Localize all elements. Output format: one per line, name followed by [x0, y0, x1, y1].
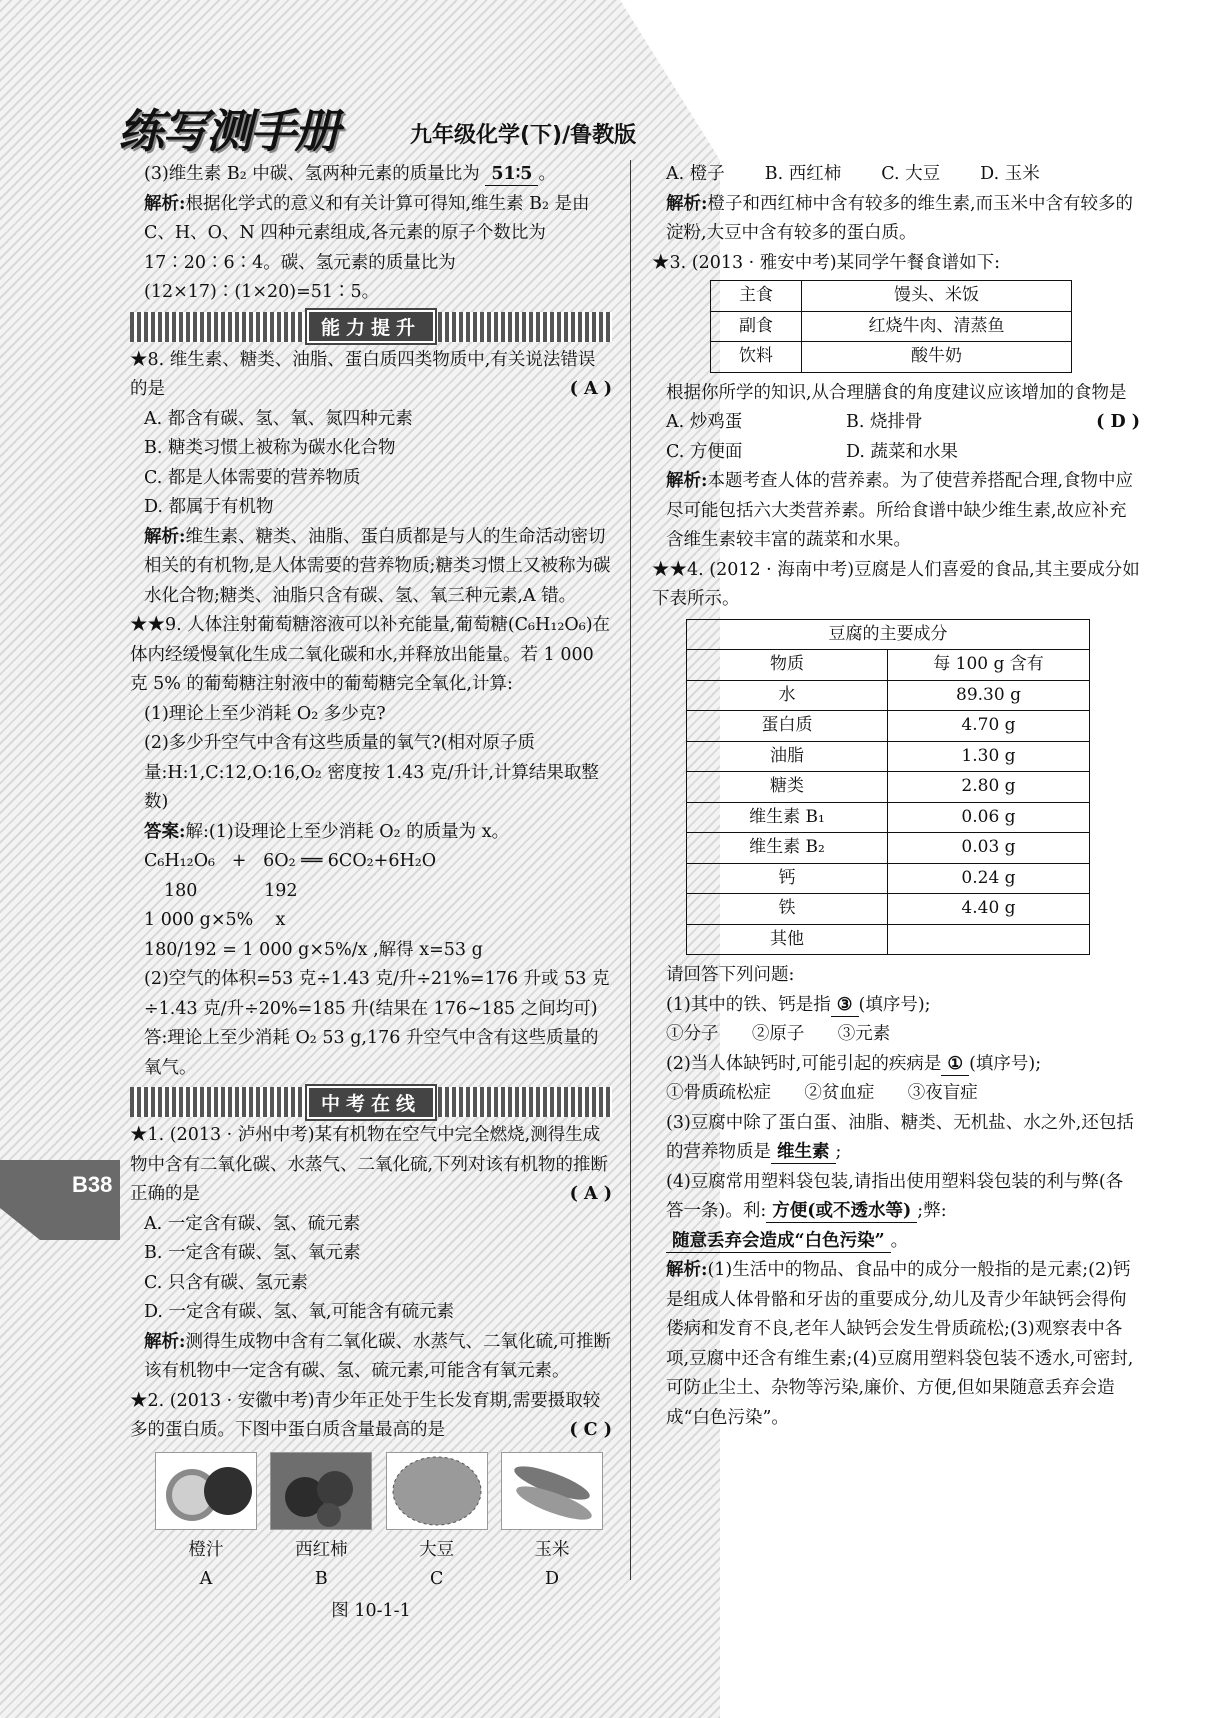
figure-letter: D — [544, 1569, 559, 1589]
section-banner: 中考在线 — [130, 1087, 612, 1117]
book-logo: 练写测手册 — [118, 104, 338, 158]
left-column — [130, 160, 612, 1626]
q8-stem: ★8. 维生素、糖类、油脂、蛋白质四类物质中,有关说法错误的是 ( A ) — [130, 349, 612, 399]
figure-orange — [154, 1452, 258, 1595]
q3-analysis: 解析:本题考查人体的营养素。为了使营养搭配合理,食物中应尽可能包括六大类营养素。所给食谱中缺少维生素,故应补充含维生素较丰富的蔬菜和水果。 — [666, 471, 1134, 550]
table-row: 糖类 2.80 g — [687, 772, 1090, 803]
corn-image — [501, 1452, 603, 1530]
q9-sub1: (1)理论上至少消耗 O₂ 多少克? — [144, 703, 386, 724]
q1-analysis: 解析:测得生成物中含有二氧化碳、水蒸气、二氧化硫,可推断该有机物中一定含有碳、氢、硫元素,可能含有氧元素。 — [144, 1331, 612, 1381]
q9-sub2: (2)多少升空气中含有这些质量的氧气?(相对原子质量:H:1,C:12,O:16,O₂ 密度按 1.43 克/升计,计算结果取整数) — [144, 733, 599, 812]
q3-options: A. 炒鸡蛋 B. 烧排骨 C. 方便面 D. 蔬菜和水果 — [666, 412, 959, 462]
q4-sub1-options: ①分子 ②原子 ③元素 — [666, 1024, 891, 1044]
q7-part3: (3)维生素 B₂ 中碳、氢两种元素的质量比为 51∶5 。 — [144, 164, 556, 184]
q7-analysis: 解析:根据化学式的意义和有关计算可得知,维生素 B₂ 是由 C、H、O、N 四种元素组成,各元素的原子个数比为 17∶20∶6∶4。碳、氢元素的质量比为(12×17)∶(1×20)=51∶5。 — [144, 193, 590, 302]
section-banner: 能力提升 — [130, 312, 612, 342]
figure-label: 西红柿 — [295, 1539, 348, 1560]
q2-analysis: 解析:橙子和西红柿中含有较多的维生素,而玉米中含有较多的淀粉,大豆中含有较多的蛋白质。 — [666, 193, 1134, 243]
q1-option: D. 一定含有碳、氢、氧,可能含有硫元素 — [144, 1302, 455, 1322]
table-row: 其他 — [687, 924, 1090, 955]
table-row: 蛋白质 4.70 g — [687, 711, 1090, 742]
q8-option: A. 都含有碳、氢、氧、氮四种元素 — [144, 408, 413, 429]
q9-stem: ★★9. 人体注射葡萄糖溶液可以补充能量,葡萄糖(C₆H₁₂O₆)在体内经缓慢氧化生成二氧化碳和水,并释放出能量。若 1 000 克 5% 的葡萄糖注射液中的葡萄糖完全氧化,计算: — [130, 615, 611, 694]
column-divider — [630, 160, 631, 1580]
table-row: 主食 馒头、米饭 — [711, 281, 1072, 312]
table-row: 维生素 B₁ 0.06 g — [687, 802, 1090, 833]
figure-label: 大豆 — [419, 1539, 455, 1560]
q2-figure-row — [154, 1452, 604, 1595]
q9-conclusion: 答:理论上至少消耗 O₂ 53 g,176 升空气中含有这些质量的氧气。 — [144, 1028, 599, 1078]
table-row: 水 89.30 g — [687, 680, 1090, 711]
q8-option: B. 糖类习惯上被称为碳水化合物 — [144, 438, 396, 458]
page-number: B38 — [72, 1172, 113, 1197]
q9-equation-masses: 180 192 — [164, 880, 298, 901]
q1-option: C. 只含有碳、氢元素 — [144, 1272, 308, 1293]
figure-corn — [500, 1452, 604, 1595]
figure-soybean — [385, 1452, 489, 1595]
figure-label: 玉米 — [534, 1539, 570, 1560]
q2-stem: ★2. (2013 · 安徽中考)青少年正处于生长发育期,需要摄取较多的蛋白质。下图中蛋白质含量最高的是 ( C ) — [130, 1390, 612, 1440]
table-title-row: 豆腐的主要成分 — [687, 619, 1090, 650]
q4-analysis: 解析:(1)生活中的物品、食品中的成分一般指的是元素;(2)钙是组成人体骨骼和牙齿的重要成分,幼儿及青少年缺钙会得佝偻病和发育不良,老年人缺钙会发生骨质疏松;(3)观察表中各项,豆腐中还含有维生素;(4)豆腐用塑料袋包装不透水,可密封,可防止尘土、杂物等污染,廉价、方便,但如果随意丢弃会造成“白色污染”。 — [666, 1260, 1134, 1428]
q9-equation: C₆H₁₂O₆ + 6O₂ ══ 6CO₂+6H₂O — [144, 851, 437, 871]
table-row: 饮料 酸牛奶 — [711, 342, 1072, 373]
soybean-image — [386, 1452, 488, 1530]
tofu-composition-table — [686, 619, 1090, 956]
orange-image — [155, 1452, 257, 1530]
q4-sub4: (4)豆腐常用塑料袋包装,请指出使用塑料袋包装的利与弊(各答一条)。利: 方便(或不透水等) ;弊:随意丢弃会造成“白色污染” 。 — [666, 1171, 1124, 1251]
q9-equation-given: 1 000 g×5% x — [144, 910, 286, 930]
menu-table — [710, 280, 1072, 373]
book-subtitle: 九年级化学(下)/鲁教版 — [410, 123, 637, 148]
q4-sub2: (2)当人体缺钙时,可能引起的疾病是 ① (填序号); — [666, 1053, 1042, 1074]
figure-label: 橙汁 — [188, 1539, 224, 1560]
table-row: 油脂 1.30 g — [687, 741, 1090, 772]
q3-question: 根据你所学的知识,从合理膳食的角度建议应该增加的食物是 ( D ) — [666, 382, 1140, 432]
table-header-row: 物质 每 100 g 含有 — [687, 650, 1090, 681]
q9-ratio: 180/192 = 1 000 g×5%/x ,解得 x=53 g — [144, 939, 483, 960]
q1-option: B. 一定含有碳、氢、氧元素 — [144, 1243, 361, 1263]
q4-sub2-options: ①骨质疏松症 ②贫血症 ③夜盲症 — [666, 1083, 978, 1103]
q2-options: A. 橙子 B. 西红柿 C. 大豆 D. 玉米 — [666, 164, 1040, 184]
q3-stem: ★3. (2013 · 雅安中考)某同学午餐食谱如下: — [652, 252, 1001, 273]
q9-answer: 答案:解:(1)设理论上至少消耗 O₂ 的质量为 x。 — [144, 821, 510, 842]
q1-option: A. 一定含有碳、氢、硫元素 — [144, 1213, 361, 1234]
figure-letter: C — [429, 1569, 444, 1589]
right-column — [652, 160, 1140, 1433]
figure-caption: 图 10-1-1 — [331, 1600, 411, 1621]
figure-letter: A — [199, 1569, 213, 1589]
q1-stem: ★1. (2013 · 泸州中考)某有机物在空气中完全燃烧,测得生成物中含有二氧化碳、水蒸气、二氧化硫,下列对该有机物的推断正确的是 ( A ) — [130, 1125, 612, 1204]
figure-letter: B — [314, 1569, 328, 1589]
table-row: 副食 红烧牛肉、清蒸鱼 — [711, 311, 1072, 342]
tomato-image — [270, 1452, 372, 1530]
q4-stem: ★★4. (2012 · 海南中考)豆腐是人们喜爱的食品,其主要成分如下表所示。 — [652, 559, 1140, 609]
q8-option: D. 都属于有机物 — [144, 497, 274, 517]
q4-prompt: 请回答下列问题: — [666, 965, 795, 985]
q4-sub1: (1)其中的铁、钙是指 ③ (填序号); — [666, 994, 931, 1015]
figure-tomato — [269, 1452, 373, 1595]
q8-option: C. 都是人体需要的营养物质 — [144, 467, 361, 488]
table-row: 钙 0.24 g — [687, 863, 1090, 894]
q4-sub3: (3)豆腐中除了蛋白蛋、油脂、糖类、无机盐、水之外,还包括的营养物质是 维生素 ; — [666, 1112, 1134, 1162]
table-row: 铁 4.40 g — [687, 894, 1090, 925]
table-row: 维生素 B₂ 0.03 g — [687, 833, 1090, 864]
q9-part2: (2)空气的体积=53 克÷1.43 克/升÷21%=176 升或 53 克÷1.43 克/升÷20%=185 升(结果在 176~185 之间均可) — [144, 969, 610, 1019]
q8-analysis: 解析:维生素、糖类、油脂、蛋白质都是与人的生命活动密切相关的有机物,是人体需要的营养物质;糖类习惯上又被称为碳水化合物;糖类、油脂只含有碳、氢、氧三种元素,A 错。 — [144, 526, 611, 606]
